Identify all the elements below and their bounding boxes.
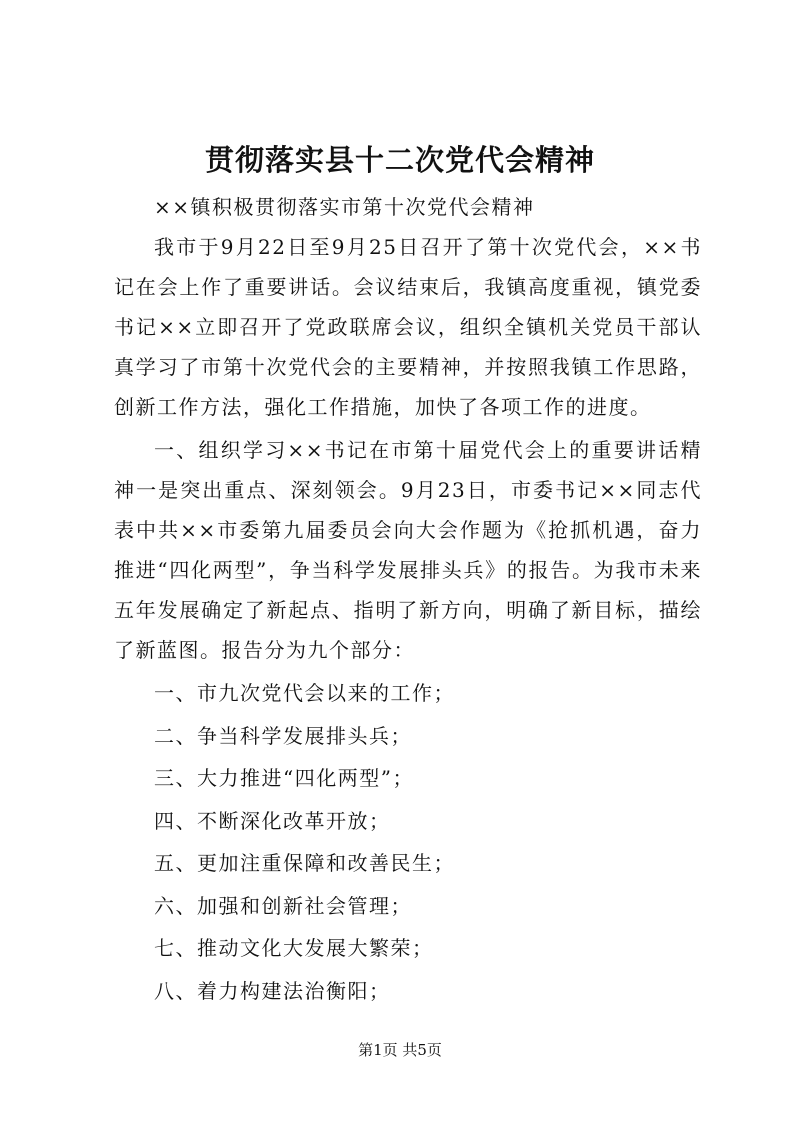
list-item: 三、大力推进“四化两型”； (154, 766, 414, 790)
document-body (114, 187, 702, 1013)
subtitle-paragraph: ××镇积极贯彻落实市第十次党代会精神 (154, 195, 535, 219)
report-parts-list (114, 673, 702, 1013)
list-item: 八、着力构建法治衡阳； (154, 978, 391, 1003)
list-item: 七、推动文化大发展大繁荣； (154, 936, 434, 960)
document-title: 贯彻落实县十二次党代会精神 (204, 143, 595, 177)
list-item: 一、市九次党代会以来的工作； (154, 681, 455, 705)
list-item: 四、不断深化改革开放； (154, 808, 391, 833)
list-item: 二、争当科学发展排头兵； (154, 723, 412, 748)
page-indicator: 第1页 共5页 (358, 1041, 442, 1059)
section-one-paragraph: 一、组织学习××书记在市第十届党代会上的重要讲话精神一是突出重点、深刻领会。9月23日，市委书记××同志代表中共××市委第九届委员会向大会作题为《抢抓机遇，奋力推进“四化两型”，争当科学发展排头兵》的报告。为我市未来五年发展确定了新起点、指明了新方向，明确了新目标，描绘了新蓝图。报告分为九个部分： (114, 438, 702, 662)
list-item: 五、更加注重保障和改善民生； (154, 851, 455, 875)
list-item: 六、加强和创新社会管理； (154, 893, 412, 918)
intro-paragraph: 我市于9月22日至9月25日召开了第十次党代会，××书记在会上作了重要讲话。会议结束后，我镇高度重视，镇党委书记××立即召开了党政联席会议，组织全镇机关党员干部认真学习了市第十次党代会的主要精神，并按照我镇工作思路，创新工作方法，强化工作措施，加快了各项工作的进度。 (114, 235, 702, 419)
